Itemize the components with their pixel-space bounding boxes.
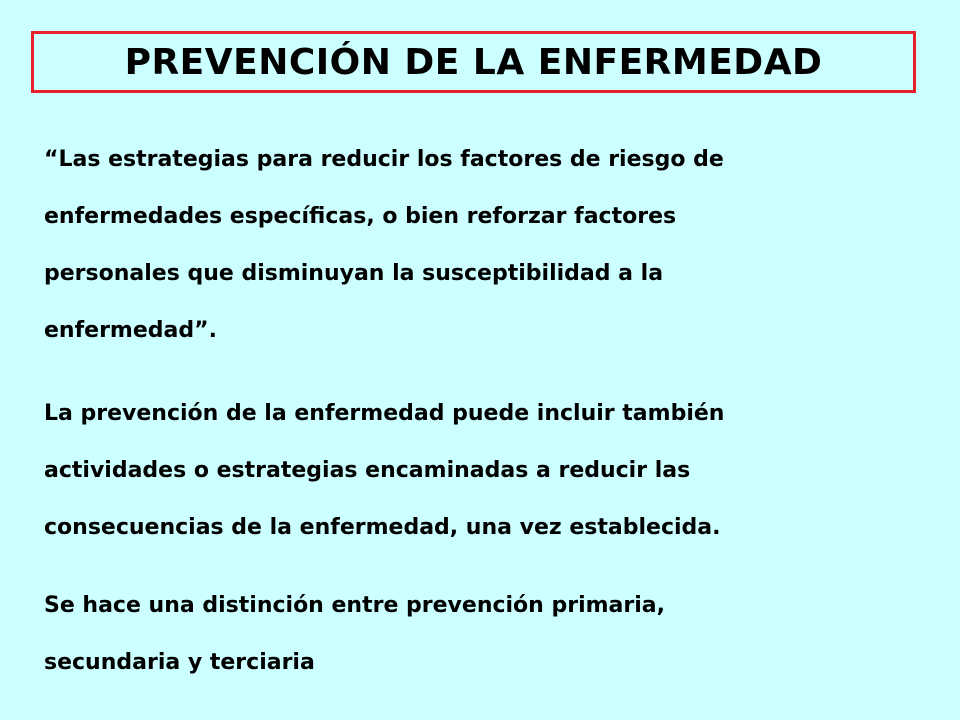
slide-title: PREVENCIÓN DE LA ENFERMEDAD: [124, 41, 823, 83]
scope-paragraph: [44, 385, 924, 556]
definition-paragraph: [44, 131, 924, 359]
paragraph-line: La prevención de la enfermedad puede incluir también: [44, 401, 725, 426]
paragraph-line: enfermedades específicas, o bien reforzar factores: [44, 204, 677, 229]
paragraph-line: “Las estrategias para reducir los factores de riesgo de: [44, 147, 724, 172]
paragraph-line: actividades o estrategias encaminadas a reducir las: [44, 458, 691, 483]
paragraph-line: enfermedad”.: [44, 318, 217, 343]
paragraph-line: consecuencias de la enfermedad, una vez establecida.: [44, 515, 721, 540]
paragraph-line: personales que disminuyan la susceptibilidad a la: [44, 261, 664, 286]
paragraph-line: secundaria y terciaria: [44, 650, 315, 675]
title-box: [31, 31, 916, 93]
levels-paragraph: [44, 577, 924, 691]
paragraph-line: Se hace una distinción entre prevención primaria,: [44, 593, 665, 618]
